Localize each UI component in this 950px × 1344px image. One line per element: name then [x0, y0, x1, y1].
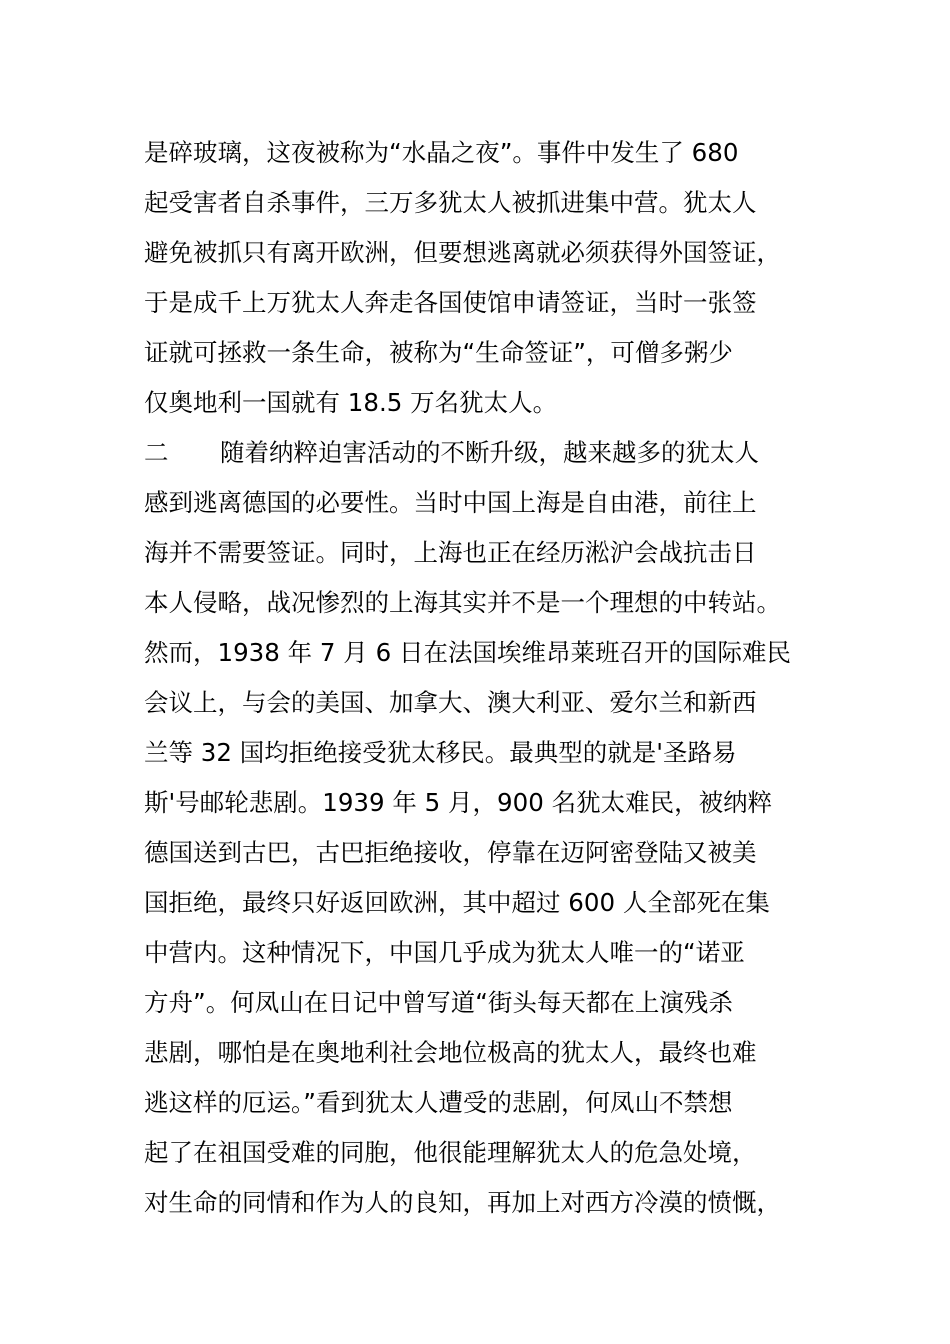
section-heading-line: [144, 428, 824, 478]
text-line: 起受害者自杀事件，三万多犹太人被抓进集中营。犹太人: [144, 188, 757, 217]
text-line: 是碎玻璃，这夜被称为“水晶之夜”。事件中发生了 680: [144, 138, 739, 167]
text-line: 兰等 32 国均拒绝接受犹太移民。最典型的就是'圣路易: [144, 738, 737, 767]
text-line: 于是成千上万犹太人奔走各国使馆申请签证，当时一张签: [144, 288, 757, 317]
body-text: [144, 128, 824, 1228]
text-line: 本人侵略，战况惨烈的上海其实并不是一个理想的中转站。: [144, 588, 781, 617]
text-line: 感到逃离德国的必要性。当时中国上海是自由港，前往上: [144, 488, 757, 517]
text-line: 悲剧，哪怕是在奥地利社会地位极高的犹太人，最终也难: [144, 1038, 757, 1067]
text-line: 对生命的同情和作为人的良知，再加上对西方冷漠的愤慨，: [144, 1188, 781, 1217]
text-line: 国拒绝，最终只好返回欧洲，其中超过 600 人全部死在集: [144, 888, 770, 917]
text-line: 起了在祖国受难的同胞，他很能理解犹太人的危急处境，: [144, 1138, 757, 1167]
section-number: 二: [144, 438, 169, 467]
text-line: 会议上，与会的美国、加拿大、澳大利亚、爱尔兰和新西: [144, 688, 757, 717]
text-line: 仅奥地利一国就有 18.5 万名犹太人。: [144, 388, 558, 417]
text-line: 证就可拯救一条生命，被称为“生命签证”，可僧多粥少: [144, 338, 733, 367]
text-line: 德国送到古巴，古巴拒绝接收，停靠在迈阿密登陆又被美: [144, 838, 757, 867]
text-line: 海并不需要签证。同时，上海也正在经历淞沪会战抗击日: [144, 538, 757, 567]
text-line: 方舟”。何凤山在日记中曾写道“街头每天都在上演残杀: [144, 988, 733, 1017]
text-line: 逃这样的厄运。”看到犹太人遭受的悲剧，何凤山不禁想: [144, 1088, 733, 1117]
text-line: 避免被抓只有离开欧洲，但要想逃离就必须获得外国签证，: [144, 238, 781, 267]
text-line: 斯'号邮轮悲剧。1939 年 5 月，900 名犹太难民，被纳粹: [144, 788, 773, 817]
text-line: 中营内。这种情况下，中国几乎成为犹太人唯一的“诺亚: [144, 938, 745, 967]
text-line: 然而，1938 年 7 月 6 日在法国埃维昂莱班召开的国际难民: [144, 638, 791, 667]
section-first-line: 随着纳粹迫害活动的不断升级，越来越多的犹太人: [220, 438, 759, 467]
